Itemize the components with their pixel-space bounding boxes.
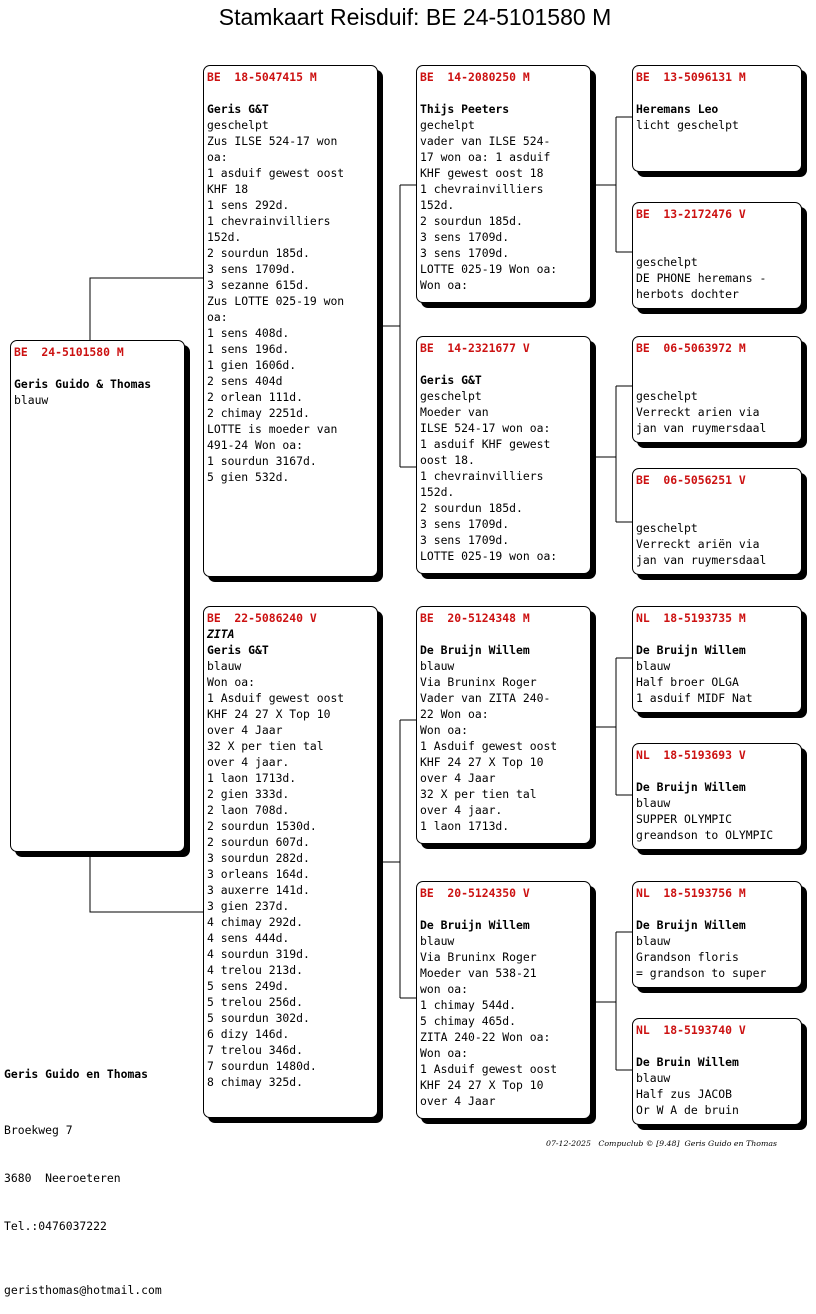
ring-number: BE 06-5063972 M <box>636 341 746 355</box>
card-text-line: Verreckt ariën via <box>636 537 760 551</box>
pedigree-card-fmm[interactable] <box>632 468 802 575</box>
ring-number: NL 18-5193756 M <box>636 886 746 900</box>
card-text-line: 2 orlean 111d. <box>207 390 304 404</box>
card-text-line: over 4 Jaar <box>207 723 283 737</box>
card-first-line: ZITA <box>207 627 235 641</box>
card-text-line: 3 auxerre 141d. <box>207 883 310 897</box>
card-text-line: 1 laon 1713d. <box>207 771 297 785</box>
card-text-line: KHF 24 27 X Top 10 <box>420 1078 544 1092</box>
card-text-line: 4 sourdun 319d. <box>207 947 310 961</box>
card-text-line: 4 trelou 213d. <box>207 963 304 977</box>
card-text-line: 1 chevrainvilliers <box>420 182 544 196</box>
card-text-line: 1 asduif gewest oost <box>207 166 345 180</box>
card-text-line: 3 sourdun 282d. <box>207 851 310 865</box>
card-text-line: Zus LOTTE 025-19 won <box>207 294 345 308</box>
owner-phone: Tel.:0476037222 <box>4 1219 107 1233</box>
card-text-line: blauw <box>636 796 671 810</box>
card-text-line: 152d. <box>207 230 242 244</box>
card-text-line: 1 chevrainvilliers <box>420 469 544 483</box>
card-first-line: Geris G&T <box>207 102 269 116</box>
card-text-line: 3 sens 1709d. <box>420 230 510 244</box>
ring-number: BE 13-2172476 V <box>636 207 746 221</box>
card-text-line: over 4 Jaar <box>420 771 496 785</box>
card-text-line: over 4 Jaar <box>420 1094 496 1108</box>
card-text-line: Geris G&T <box>207 643 269 657</box>
card-text-line: oa: <box>207 150 228 164</box>
card-text-line: Or W A de bruin <box>636 1103 739 1117</box>
card-text-line: 2 sourdun 185d. <box>207 246 310 260</box>
card-text-line: Won oa: <box>207 675 256 689</box>
card-text-line: 2 sourdun 607d. <box>207 835 310 849</box>
card-text-line: 1 Asduif gewest oost <box>420 739 558 753</box>
card-text-line: blauw <box>420 934 455 948</box>
card-text-line: gechelpt <box>420 118 475 132</box>
owner-city: 3680 Neeroeteren <box>4 1171 121 1185</box>
card-text-line: 5 chimay 465d. <box>420 1014 517 1028</box>
card-text-line: geschelpt <box>636 521 698 535</box>
owner-email[interactable]: geristhomas@hotmail.com <box>4 1283 162 1297</box>
card-text-line: KHF 24 27 X Top 10 <box>207 707 331 721</box>
card-first-line: Geris Guido & Thomas <box>14 377 152 391</box>
footer-text: 07-12-2025 Compuclub © [9.48] Geris Guido en Thomas <box>546 1139 778 1148</box>
pedigree-card-ff[interactable] <box>416 65 591 303</box>
card-text-line: 5 sourdun 302d. <box>207 1011 310 1025</box>
ring-number: BE 24-5101580 M <box>14 345 124 359</box>
card-text-line: 152d. <box>420 485 455 499</box>
card-text-line: over 4 jaar. <box>207 755 290 769</box>
card-text-line: Won oa: <box>420 1046 469 1060</box>
card-first-line: De Bruijn Willem <box>636 918 746 932</box>
card-text-line: geschelpt <box>420 389 482 403</box>
card-text-line: 4 chimay 292d. <box>207 915 304 929</box>
card-text-line: Grandson floris <box>636 950 739 964</box>
card-text-line: oost 18. <box>420 453 475 467</box>
card-text-line: 2 sourdun 185d. <box>420 214 523 228</box>
card-text-line: 1 Asduif gewest oost <box>207 691 345 705</box>
ring-number: BE 20-5124348 M <box>420 611 530 625</box>
card-text-line: blauw <box>636 1071 671 1085</box>
card-text-line: KHF gewest oost 18 <box>420 166 544 180</box>
card-text-line: Half broer OLGA <box>636 675 739 689</box>
card-text-line: 1 gien 1606d. <box>207 358 297 372</box>
card-text-line: 3 sens 1709d. <box>207 262 297 276</box>
card-text-line: blauw <box>636 659 671 673</box>
card-text-line: Won oa: <box>420 723 469 737</box>
card-text-line: 7 trelou 346d. <box>207 1043 304 1057</box>
pedigree-card-mff[interactable] <box>632 606 802 713</box>
card-text-line: 152d. <box>420 198 455 212</box>
card-text-line: ZITA 240-22 Won oa: <box>420 1030 551 1044</box>
card-text-line: 2 sourdun 185d. <box>420 501 523 515</box>
card-text-line: 22 Won oa: <box>420 707 489 721</box>
card-text-line: 5 sens 249d. <box>207 979 290 993</box>
card-first-line: De Bruin Willem <box>636 1055 739 1069</box>
card-text-line: KHF 24 27 X Top 10 <box>420 755 544 769</box>
ring-number: BE 14-2080250 M <box>420 70 530 84</box>
card-first-line: Geris G&T <box>420 373 482 387</box>
ring-number: NL 18-5193693 V <box>636 748 746 762</box>
ring-number: BE 18-5047415 M <box>207 70 317 84</box>
card-first-line <box>636 504 801 520</box>
card-first-line: Thijs Peeters <box>420 102 510 116</box>
card-text-line: 3 gien 237d. <box>207 899 290 913</box>
card-text-line: 32 X per tien tal <box>207 739 324 753</box>
card-text-line: Won oa: <box>420 278 469 292</box>
card-text-line: blauw <box>207 659 242 673</box>
pedigree-card-mmm[interactable] <box>632 1018 802 1125</box>
card-text-line: 7 sourdun 1480d. <box>207 1059 317 1073</box>
pedigree-card-fm[interactable] <box>416 336 591 574</box>
card-text-line: 491-24 Won oa: <box>207 438 304 452</box>
pedigree-card-father[interactable] <box>203 65 378 577</box>
card-first-line: De Bruijn Willem <box>636 643 746 657</box>
card-text-line: DE PHONE heremans - <box>636 271 767 285</box>
card-text-line: 4 sens 444d. <box>207 931 290 945</box>
pedigree-card-mm[interactable] <box>416 881 591 1119</box>
owner-name: Geris Guido en Thomas <box>4 1067 149 1081</box>
card-text-line: ILSE 524-17 won oa: <box>420 421 551 435</box>
page-title: Stamkaart Reisduif: BE 24-5101580 M <box>218 4 612 30</box>
card-text-line: 2 sourdun 1530d. <box>207 819 317 833</box>
card-text-line: 1 asduif KHF gewest <box>420 437 551 451</box>
card-text-line: over 4 jaar. <box>420 803 503 817</box>
card-text-line: geschelpt <box>636 389 698 403</box>
card-text-line: 2 sens 404d <box>207 374 283 388</box>
card-text-line: jan van ruymersdaal <box>636 553 767 567</box>
pedigree-card-mmf[interactable] <box>632 881 802 988</box>
card-text-line: Via Bruninx Roger <box>420 950 537 964</box>
pedigree-card-subject[interactable] <box>10 340 185 852</box>
ring-number: NL 18-5193740 V <box>636 1023 746 1037</box>
card-text-line: LOTTE is moeder van <box>207 422 338 436</box>
card-first-line: De Bruijn Willem <box>420 918 530 932</box>
card-text-line: blauw <box>14 393 49 407</box>
card-text-line: 1 laon 1713d. <box>420 819 510 833</box>
card-text-line: 5 trelou 256d. <box>207 995 304 1009</box>
card-text-line: won oa: <box>420 982 469 996</box>
ring-number: BE 14-2321677 V <box>420 341 530 355</box>
card-text-line: 3 sens 1709d. <box>420 517 510 531</box>
card-text-line: 17 won oa: 1 asduif <box>420 150 551 164</box>
owner-info <box>4 1034 162 1314</box>
card-text-line: Via Bruninx Roger <box>420 675 537 689</box>
pedigree-card-mother[interactable] <box>203 606 378 1118</box>
card-text-line: greandson to OLYMPIC <box>636 828 774 842</box>
card-text-line: 2 gien 333d. <box>207 787 290 801</box>
card-text-line: 2 laon 708d. <box>207 803 290 817</box>
card-text-line: 3 sens 1709d. <box>420 246 510 260</box>
card-first-line: De Bruijn Willem <box>636 780 746 794</box>
card-text-line: 32 X per tien tal <box>420 787 537 801</box>
card-text-line: 3 orleans 164d. <box>207 867 310 881</box>
card-first-line <box>636 372 801 388</box>
card-text-line: geschelpt <box>207 118 269 132</box>
card-text-line: oa: <box>207 310 228 324</box>
ring-number: BE 20-5124350 V <box>420 886 530 900</box>
card-text-line: Verreckt arien via <box>636 405 760 419</box>
card-text-line: Zus ILSE 524-17 won <box>207 134 338 148</box>
card-text-line: SUPPER OLYMPIC <box>636 812 733 826</box>
card-text-line: 8 chimay 325d. <box>207 1075 304 1089</box>
card-text-line: Vader van ZITA 240- <box>420 691 551 705</box>
card-text-line: 2 chimay 2251d. <box>207 406 310 420</box>
card-text-line: vader van ILSE 524- <box>420 134 551 148</box>
ring-number: BE 06-5056251 V <box>636 473 746 487</box>
card-text-line: KHF 18 <box>207 182 249 196</box>
card-text-line: = grandson to super <box>636 966 767 980</box>
card-text-line: licht geschelpt <box>636 118 739 132</box>
pedigree-card-fmf[interactable] <box>632 336 802 443</box>
pedigree-card-ffm[interactable] <box>632 202 802 309</box>
card-text-line: Half zus JACOB <box>636 1087 733 1101</box>
pedigree-card-mfm[interactable] <box>632 743 802 850</box>
card-text-line: 3 sezanne 615d. <box>207 278 310 292</box>
card-first-line <box>636 238 801 254</box>
card-text-line: 1 chimay 544d. <box>420 998 517 1012</box>
card-text-line: 1 chevrainvilliers <box>207 214 331 228</box>
pedigree-card-fff[interactable] <box>632 65 802 172</box>
ring-number: NL 18-5193735 M <box>636 611 746 625</box>
card-text-line: blauw <box>636 934 671 948</box>
card-first-line: De Bruijn Willem <box>420 643 530 657</box>
card-text-line: Moeder van <box>420 405 489 419</box>
card-text-line: blauw <box>420 659 455 673</box>
card-text-line: 1 sens 408d. <box>207 326 290 340</box>
card-text-line: 1 Asduif gewest oost <box>420 1062 558 1076</box>
card-text-line: 1 sens 292d. <box>207 198 290 212</box>
card-text-line: 1 asduif MIDF Nat <box>636 691 753 705</box>
ring-number: BE 13-5096131 M <box>636 70 746 84</box>
card-text-line: herbots dochter <box>636 287 739 301</box>
card-text-line: geschelpt <box>636 255 698 269</box>
pedigree-card-mf[interactable] <box>416 606 591 844</box>
card-text-line: LOTTE 025-19 Won oa: <box>420 262 558 276</box>
card-text-line: Moeder van 538-21 <box>420 966 537 980</box>
ring-number: BE 22-5086240 V <box>207 611 317 625</box>
card-text-line: 6 dizy 146d. <box>207 1027 290 1041</box>
card-text-line: 1 sens 196d. <box>207 342 290 356</box>
card-text-line: 1 sourdun 3167d. <box>207 454 317 468</box>
owner-street: Broekweg 7 <box>4 1123 73 1137</box>
card-text-line: 3 sens 1709d. <box>420 533 510 547</box>
card-text-line: 5 gien 532d. <box>207 470 290 484</box>
card-text-line: jan van ruymersdaal <box>636 421 767 435</box>
card-text-line: LOTTE 025-19 won oa: <box>420 549 558 563</box>
card-first-line: Heremans Leo <box>636 102 719 116</box>
